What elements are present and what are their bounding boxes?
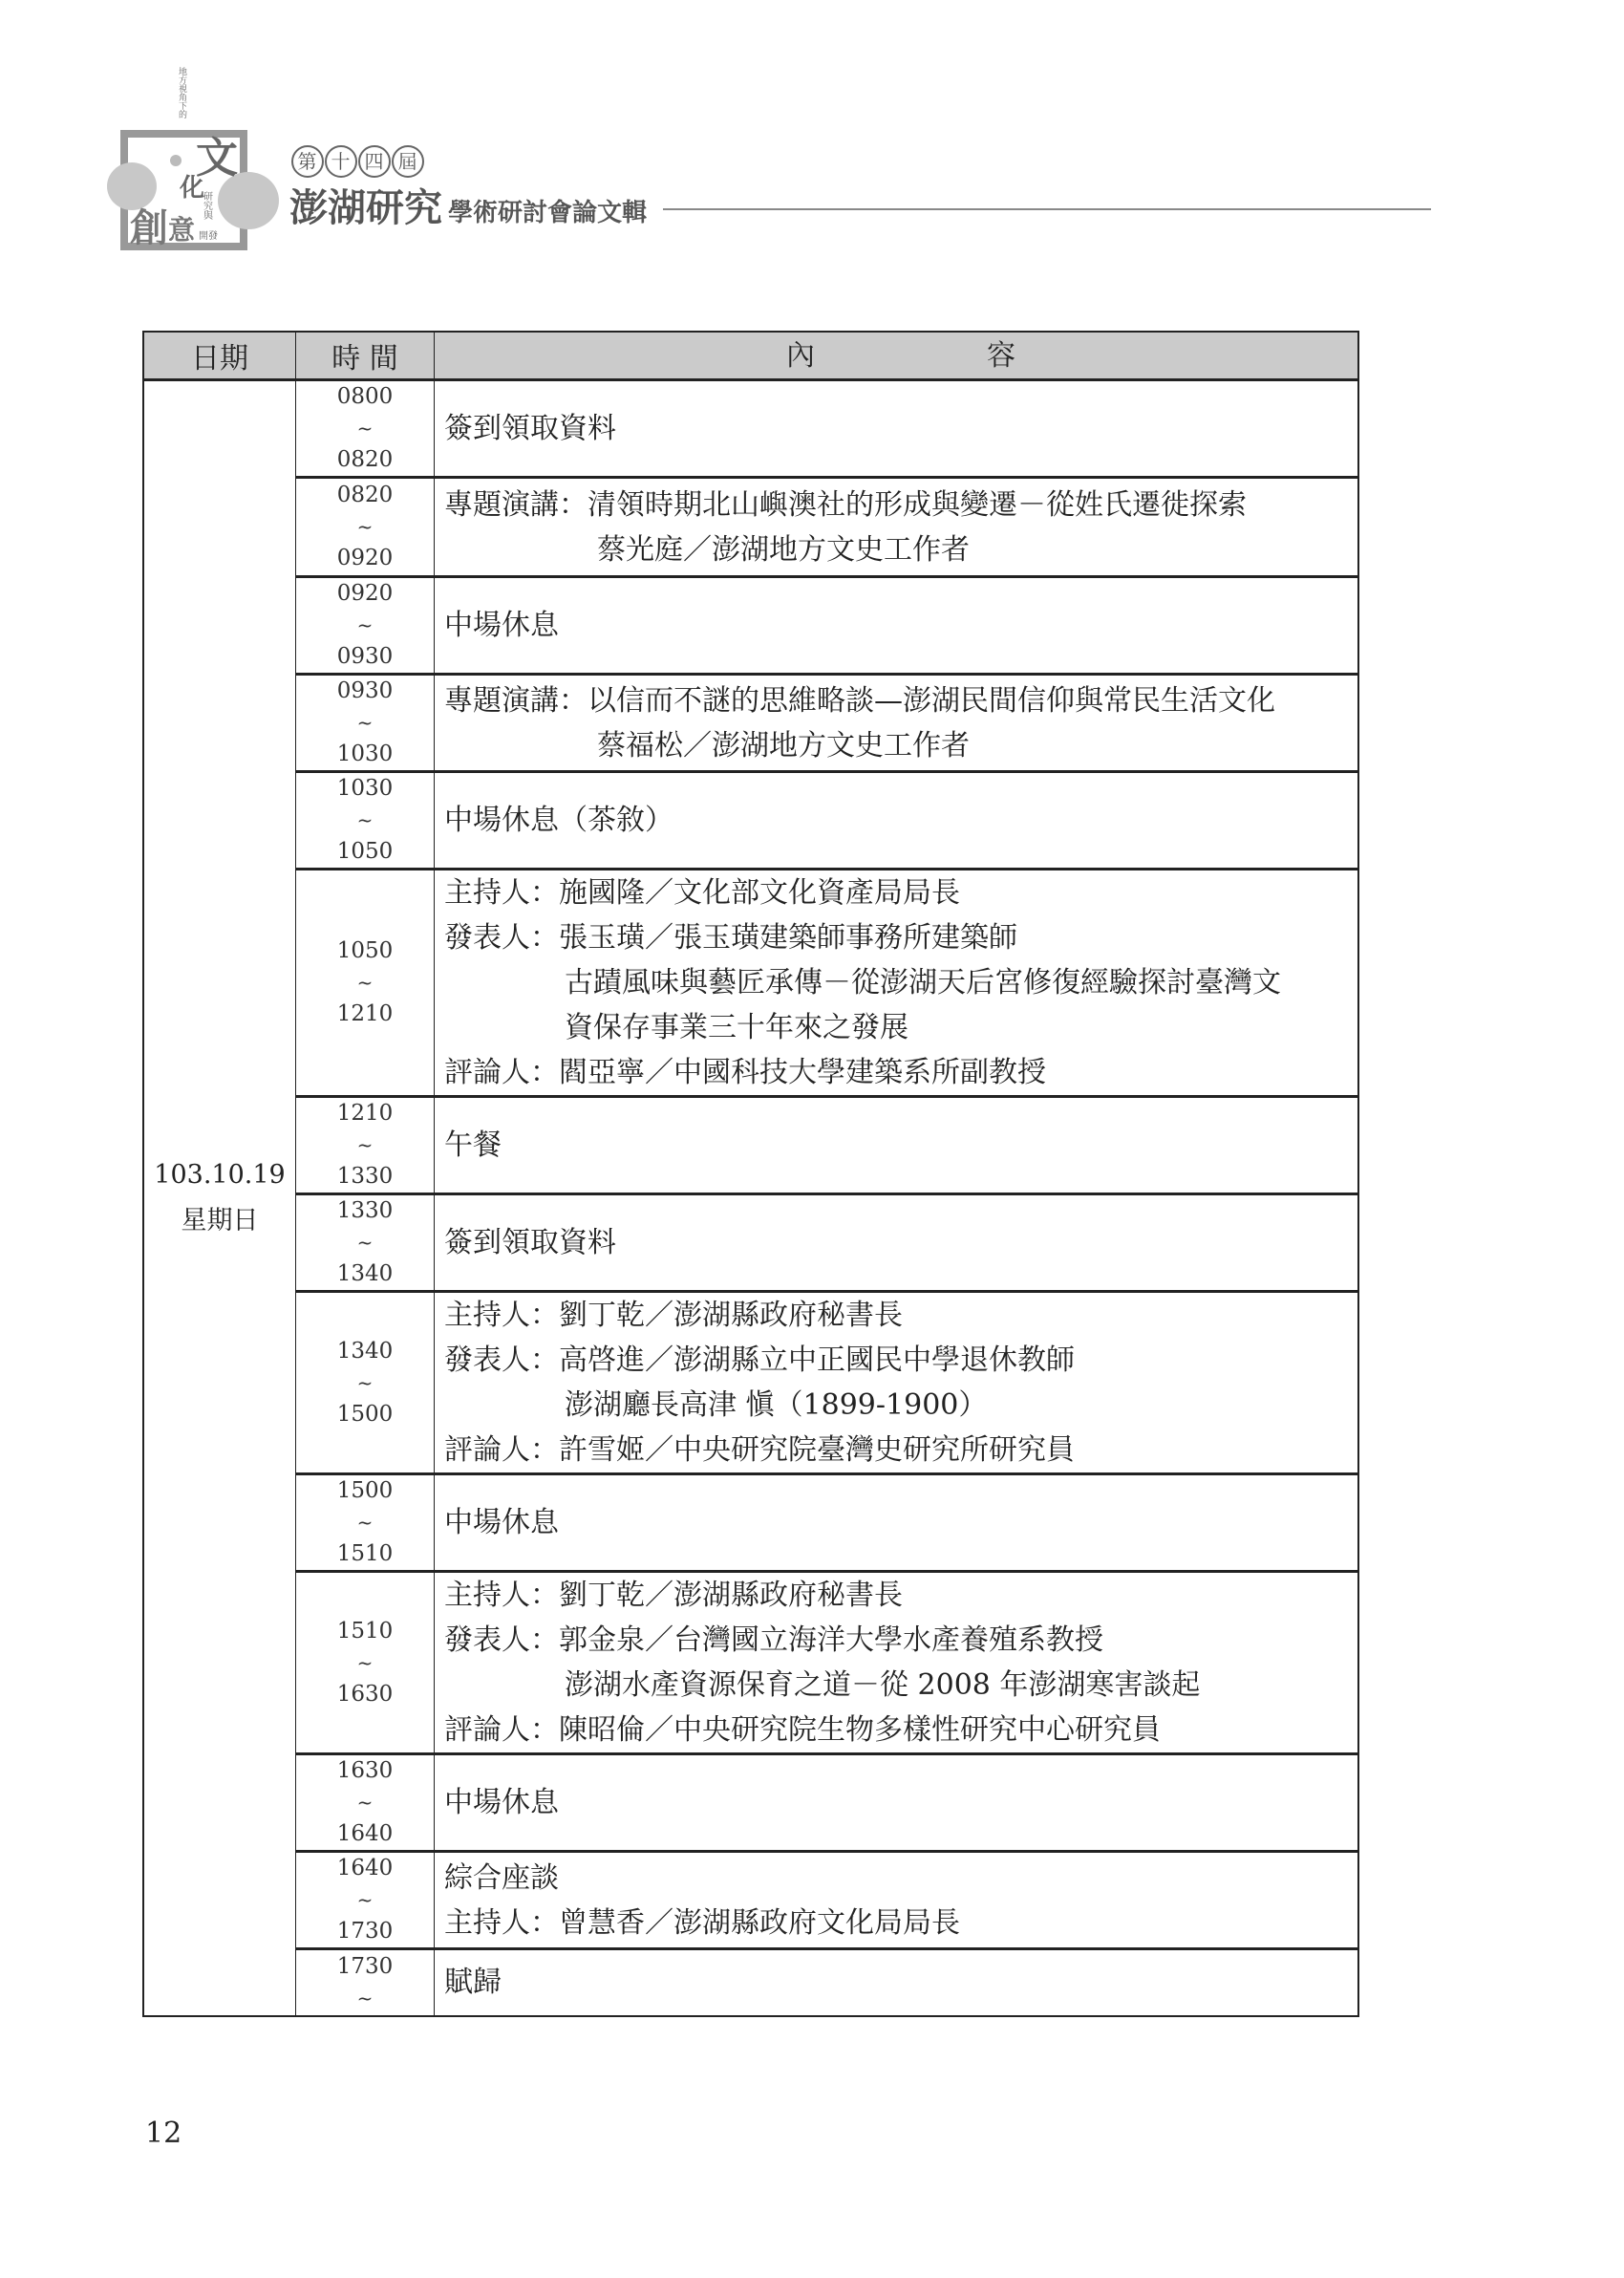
content-line: 簽到領取資料 [444,412,616,445]
time-cell [296,1194,435,1292]
content-line: 中場休息（茶敘） [444,804,673,837]
time-end: 0820 [336,447,394,472]
table-header-row [143,332,1358,380]
header-content-a: 內 [786,338,815,373]
table-row [143,1474,1358,1572]
time-end: 1210 [336,1001,394,1026]
range-tilde: ~ [356,1231,374,1254]
content-line-continued: 澎湖廳長高津 愼（1899-1900） [565,1388,988,1422]
time-cell [296,772,435,870]
svg-text:創: 創 [130,205,168,250]
table-row [143,870,1358,1097]
time-start: 0820 [336,483,394,507]
title-main: 澎湖研究 [289,186,442,230]
content-cell [435,1292,1359,1474]
range-tilde: ~ [356,711,374,734]
range-tilde: ~ [356,971,374,994]
schedule-table [142,331,1359,2017]
content-line: 主持人：劉丁乾／澎湖縣政府秘書長 [444,1579,903,1612]
publication-title [289,178,647,232]
content-line: 主持人：曾慧香／澎湖縣政府文化局局長 [444,1905,960,1940]
content-line-continued: 古蹟風味與藝匠承傳－從澎湖天后宮修復經驗探討臺灣文 [565,966,1281,999]
content-cell [435,675,1359,772]
table-row [143,1852,1358,1949]
content-line: 專題演講：以信而不謎的思維略談—澎湖民間信仰與常民生活文化 [444,683,1275,718]
svg-text:意: 意 [168,214,196,246]
time-end: 1340 [336,1261,394,1286]
table-row [143,1572,1358,1754]
content-line: 中場休息 [444,1506,559,1539]
time-cell [296,870,435,1097]
table-row [143,478,1358,577]
content-line: 主持人：劉丁乾／澎湖縣政府秘書長 [444,1299,903,1332]
range-tilde: ~ [356,515,374,538]
time-cell [296,380,435,478]
time-start: 1730 [336,1953,394,1979]
range-tilde: ~ [356,1986,374,2009]
header-content [435,332,1359,380]
date-value: 103.10.19 [154,1159,286,1190]
range-tilde: ~ [356,1133,374,1156]
time-start: 0920 [336,581,394,606]
edition-char: 十 [325,145,357,178]
time-cell [296,1754,435,1852]
content-line: 發表人：高啓進／澎湖縣立中正國民中學退休教師 [444,1343,1075,1377]
page-number: 12 [145,2117,182,2150]
table-row [143,1194,1358,1292]
time-cell [296,1097,435,1194]
content-line-continued: 蔡福松／澎湖地方文史工作者 [597,728,970,763]
header-time: 時 間 [296,332,435,380]
content-line: 簽到領取資料 [444,1226,616,1259]
content-line-continued: 澎湖水產資源保育之道－從 2008 年澎湖寒害談起 [565,1668,1201,1702]
time-end: 1030 [336,741,394,766]
range-tilde: ~ [356,1370,374,1394]
time-start: 1340 [336,1338,394,1364]
header-date: 日期 [143,332,296,380]
conference-logo [105,57,287,258]
content-cell [435,1097,1359,1194]
range-tilde: ~ [356,1511,374,1534]
time-start: 1050 [336,938,394,963]
table-row [143,675,1358,772]
content-cell [435,1474,1359,1572]
content-cell [435,1949,1359,2016]
time-cell [296,478,435,577]
range-tilde: ~ [356,613,374,636]
content-line: 發表人：郭金泉／台灣國立海洋大學水產養殖系教授 [444,1623,1103,1657]
content-line: 主持人：施國隆／文化部文化資產局局長 [444,876,960,910]
range-tilde: ~ [356,1791,374,1814]
time-end: 1510 [336,1541,394,1566]
range-tilde: ~ [356,1888,374,1911]
range-tilde: ~ [356,417,374,440]
time-start: 0930 [336,678,394,703]
table-row [143,1292,1358,1474]
content-line-continued: 資保存事業三十年來之發展 [565,1011,908,1044]
time-end: 1500 [336,1401,394,1427]
date-cell [143,380,296,2016]
time-start: 1330 [336,1198,394,1223]
content-line: 中場休息 [444,609,559,642]
svg-text:開發: 開發 [199,231,218,242]
time-end: 1330 [336,1164,394,1189]
time-cell [296,1949,435,2016]
time-end: 1050 [336,839,394,864]
header-rule [663,208,1431,210]
time-start: 1630 [336,1758,394,1783]
time-cell [296,1474,435,1572]
time-start: 1640 [336,1856,394,1880]
time-cell [296,1572,435,1754]
edition-char: 屆 [392,145,424,178]
content-line: 中場休息 [444,1786,559,1819]
time-end: 0930 [336,644,394,669]
table-row [143,1754,1358,1852]
content-cell [435,1852,1359,1949]
svg-text:化: 化 [180,174,205,203]
table-row [143,380,1358,478]
content-line: 發表人：張玉璜／張玉璜建築師事務所建築師 [444,921,1017,955]
table-row [143,1949,1358,2016]
time-start: 1210 [336,1101,394,1126]
weekday: 星期日 [181,1205,259,1236]
time-start: 1510 [336,1618,394,1644]
time-start: 0800 [336,384,394,409]
logo-vertical-text: 地方視角下的 [177,67,186,118]
content-line: 綜合座談 [444,1860,559,1895]
content-line: 專題演講：清領時期北山嶼澳社的形成與變遷－從姓氏遷徙探索 [444,487,1247,522]
table-row [143,1097,1358,1194]
edition-label [291,145,425,178]
content-cell [435,1572,1359,1754]
table-row [143,772,1358,870]
time-cell [296,675,435,772]
time-cell [296,577,435,675]
content-line-continued: 蔡光庭／澎湖地方文史工作者 [597,532,970,567]
range-tilde: ~ [356,808,374,831]
time-end: 1730 [336,1919,394,1944]
time-end: 1640 [336,1821,394,1846]
svg-text:文: 文 [196,134,238,183]
content-cell [435,870,1359,1097]
content-cell [435,577,1359,675]
content-line: 賦歸 [444,1966,502,2000]
table-row [143,577,1358,675]
content-line: 評論人：許雪姬／中央研究院臺灣史研究所研究員 [444,1433,1075,1467]
content-cell [435,478,1359,577]
content-line: 評論人：陳昭倫／中央研究院生物多樣性研究中心研究員 [444,1713,1161,1747]
content-cell [435,1194,1359,1292]
edition-char: 第 [291,145,324,178]
range-tilde: ~ [356,1650,374,1674]
header-content-b: 容 [987,338,1015,373]
time-start: 1030 [336,776,394,801]
time-start: 1500 [336,1478,394,1503]
time-end: 0920 [336,546,394,570]
content-line: 評論人：閻亞寧／中國科技大學建築系所副教授 [444,1056,1046,1089]
edition-char: 四 [358,145,391,178]
content-line: 午餐 [444,1128,502,1162]
time-cell [296,1292,435,1474]
content-cell [435,1754,1359,1852]
content-cell [435,772,1359,870]
content-cell [435,380,1359,478]
title-sub: 學術研討會論文輯 [448,199,648,227]
time-end: 1630 [336,1681,394,1707]
time-cell [296,1852,435,1949]
svg-text:研究與: 研究與 [201,191,212,220]
